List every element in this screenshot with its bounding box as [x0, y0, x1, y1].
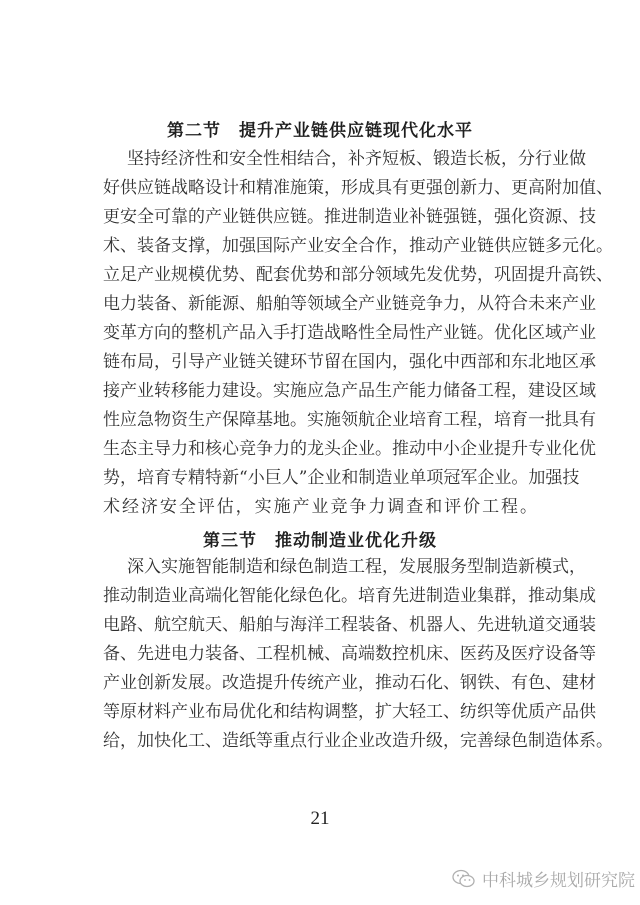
- paragraph-line: 势 ， 培 育 专 精 特 新 “ 小 巨 人 ” 企 业 和 制 造 业 单 项 冠 军 企 业 。 加 强 技: [103, 468, 580, 488]
- paragraph-line: 备 、 先 进 电 力 装 备 、 工 程 机 械 、 高 端 数 控 机 床 、 医 药 及 医 疗 设 备 等: [103, 644, 596, 664]
- page-number: 21: [310, 808, 330, 829]
- paragraph-line: 好 供 应 链 战 略 设 计 和 精 准 施 策 ， 形 成 具 有 更 强 创 新 力 、 更 高 附 加 值 、: [103, 178, 613, 198]
- paragraph-line: 性 应 急 物 资 生 产 保 障 基 地 。 实 施 领 航 企 业 培 育 工 程 ， 培 育 一 批 具 有: [103, 410, 596, 430]
- paragraph-line: 更 安 全 可 靠 的 产 业 链 供 应 链 。 推 进 制 造 业 补 链 强 链 ， 强 化 资 源 、 技: [103, 207, 596, 227]
- paragraph-line: 给 ， 加 快 化 工 、 造 纸 等 重 点 行 业 企 业 改 造 升 级 ， 完 善 绿 色 制 造 体 系 。: [103, 731, 613, 751]
- paragraph-line: 立 足 产 业 规 模 优 势 、 配 套 优 势 和 部 分 领 域 先 发 优 势 ， 巩 固 提 升 高 铁 、: [103, 265, 613, 285]
- section-heading-3: [0, 526, 640, 551]
- section-heading-2: [0, 116, 640, 141]
- watermark-text: 中科城乡规划研究院: [482, 871, 635, 891]
- section-title: 提升产业链供应链现代化水平: [239, 121, 473, 141]
- section-number: 第二节: [167, 121, 221, 141]
- paragraph-line: 等 原 材 料 产 业 布 局 优 化 和 结 构 调 整 ， 扩 大 轻 工 、 纺 织 等 优 质 产 品 供: [103, 702, 596, 722]
- paragraph-line: 接 产 业 转 移 能 力 建 设 。 实 施 应 急 产 品 生 产 能 力 储 备 工 程 ， 建 设 区 域: [103, 381, 596, 401]
- paragraph-line: 术 经 济 安 全 评 估 ， 实 施 产 业 竞 争 力 调 查 和 评 价 工 程 。: [103, 497, 537, 517]
- paragraph-line: 产 业 创 新 发 展 。 改 造 提 升 传 统 产 业 ， 推 动 石 化 、 钢 铁 、 有 色 、 建 材: [103, 673, 596, 693]
- watermark: [452, 866, 635, 891]
- paragraph-line: 推 动 制 造 业 高 端 化 智 能 化 绿 色 化 。 培 育 先 进 制 造 业 集 群 ， 推 动 集 成: [103, 586, 596, 606]
- paragraph-line: 生 态 主 导 力 和 核 心 竞 争 力 的 龙 头 企 业 。 推 动 中 小 企 业 提 升 专 业 化 优: [103, 439, 596, 459]
- section-number: 第三节: [203, 531, 257, 551]
- paragraph-line: 变 革 方 向 的 整 机 产 品 入 手 打 造 战 略 性 全 局 性 产 业 链 。 优 化 区 域 产 业: [103, 323, 596, 343]
- paragraph-line: 电 力 装 备 、 新 能 源 、 船 舶 等 领 域 全 产 业 链 竞 争 力 ， 从 符 合 未 来 产 业: [103, 294, 596, 314]
- paragraph-line: 术 、 装 备 支 撑 ， 加 强 国 际 产 业 安 全 合 作 ， 推 动 产 业 链 供 应 链 多 元 化 。: [103, 236, 613, 256]
- wechat-icon: [452, 869, 476, 889]
- paragraph-line: 电 路 、 航 空 航 天 、 船 舶 与 海 洋 工 程 装 备 、 机 器 人 、 先 进 轨 道 交 通 装: [103, 615, 596, 635]
- section-title: 推动制造业优化升级: [275, 531, 437, 551]
- paragraph-line: 链 布 局 ， 引 导 产 业 链 关 键 环 节 留 在 国 内 ， 强 化 中 西 部 和 东 北 地 区 承: [103, 352, 596, 372]
- paragraph-line: 坚 持 经 济 性 和 安 全 性 相 结 合 ， 补 齐 短 板 、 锻 造 长 板 ， 分 行 业 做: [127, 149, 586, 169]
- paragraph-line: 深 入 实 施 智 能 制 造 和 绿 色 制 造 工 程 ， 发 展 服 务 型 制 造 新 模 式 ，: [127, 557, 586, 577]
